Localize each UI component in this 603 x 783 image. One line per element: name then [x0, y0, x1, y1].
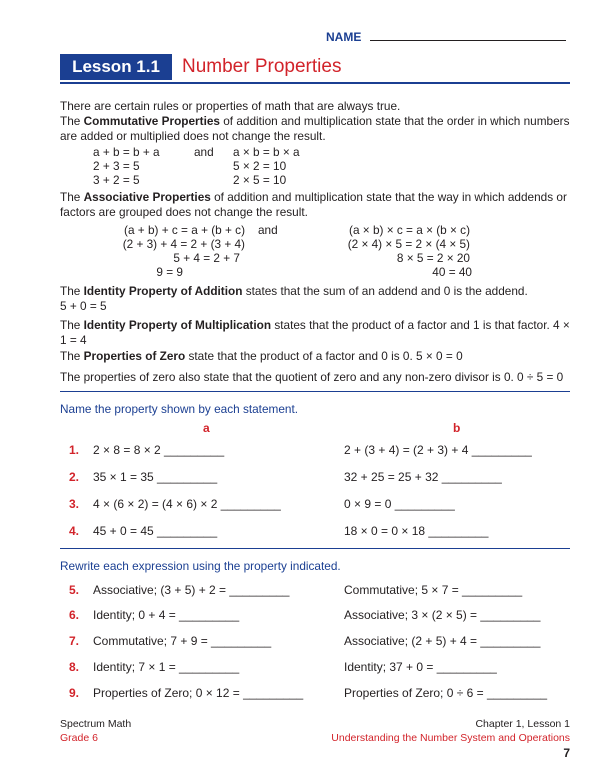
problem-b[interactable]: Associative; 3 × (2 × 5) = _________ [344, 608, 541, 622]
problem-number: 6. [69, 608, 80, 622]
problem-a[interactable]: Identity; 0 + 4 = _________ [93, 608, 240, 622]
comm-example: 5 × 2 = 10 [233, 159, 287, 173]
footer-topic: Understanding the Number System and Operations [331, 732, 570, 744]
footer-grade: Grade 6 [60, 732, 98, 744]
assoc-example: (a + b) + c = a + (b + c) [124, 223, 245, 237]
zero-definition: The Properties of Zero state that the product of a factor and 0 is 0. 5 × 0 = 0 [60, 349, 463, 363]
and-label: and [194, 145, 214, 159]
page-title: Number Properties [182, 56, 342, 77]
section2-instruction: Rewrite each expression using the property indicated. [60, 559, 341, 573]
identity-multiplication-definition: The Identity Property of Multiplication states that the product of a factor and 1 is that factor. 4 × 1 = 4 [60, 318, 570, 347]
problem-b[interactable]: 2 + (3 + 4) = (2 + 3) + 4 _________ [344, 443, 532, 457]
identity-addition-definition: The Identity Property of Addition states that the sum of an addend and 0 is the addend. [60, 284, 528, 298]
associative-definition: The Associative Properties of addition and multiplication state that the way in which addends or factors are grouped does not change the result. [60, 190, 567, 219]
problem-a[interactable]: 45 + 0 = 45 _________ [93, 524, 218, 538]
problem-number: 3. [69, 497, 80, 511]
column-b-header: b [453, 421, 461, 435]
problem-a[interactable]: Identity; 7 × 1 = _________ [93, 660, 240, 674]
comm-example: a × b = b × a [233, 145, 300, 159]
problem-number: 4. [69, 524, 80, 538]
problem-a[interactable]: 4 × (6 × 2) = (4 × 6) × 2 _________ [93, 497, 281, 511]
assoc-example: 9 = 9 [156, 265, 183, 279]
problem-number: 2. [69, 470, 80, 484]
assoc-example: (2 × 4) × 5 = 2 × (4 × 5) [347, 237, 470, 251]
assoc-example: (2 + 3) + 4 = 2 + (3 + 4) [122, 237, 245, 251]
comm-example: 3 + 2 = 5 [93, 173, 140, 187]
comm-example: 2 × 5 = 10 [233, 173, 287, 187]
name-line[interactable] [370, 40, 566, 41]
column-a-header: a [203, 421, 210, 435]
section1-instruction: Name the property shown by each statement. [60, 402, 299, 416]
problem-number: 1. [69, 443, 80, 457]
comm-example: a + b = b + a [93, 145, 160, 159]
problem-a[interactable]: Associative; (3 + 5) + 2 = _________ [93, 583, 290, 597]
problem-a[interactable]: Commutative; 7 + 9 = _________ [93, 634, 272, 648]
problem-a[interactable]: 35 × 1 = 35 _________ [93, 470, 218, 484]
problem-b[interactable]: 18 × 0 = 0 × 18 _________ [344, 524, 489, 538]
footer-chapter: Chapter 1, Lesson 1 [475, 718, 570, 730]
title-rule [60, 82, 570, 84]
assoc-example: 5 + 4 = 2 + 7 [173, 251, 240, 265]
problem-a[interactable]: 2 × 8 = 8 × 2 _________ [93, 443, 225, 457]
assoc-example: 8 × 5 = 2 × 20 [396, 251, 470, 265]
problem-b[interactable]: 32 + 25 = 25 + 32 _________ [344, 470, 502, 484]
problem-b[interactable]: 0 × 9 = 0 _________ [344, 497, 455, 511]
problem-number: 8. [69, 660, 80, 674]
footer-book: Spectrum Math [60, 718, 132, 730]
comm-example: 2 + 3 = 5 [93, 159, 140, 173]
commutative-definition: The Commutative Properties of addition and multiplication state that the order in which numbers are added or multiplied does not change the result. [60, 114, 570, 143]
lesson-badge: Lesson 1.1 [60, 54, 172, 80]
problem-number: 9. [69, 686, 80, 700]
assoc-example: (a × b) × c = a × (b × c) [349, 223, 470, 237]
problem-a[interactable]: Properties of Zero; 0 × 12 = _________ [93, 686, 304, 700]
and-label: and [258, 223, 278, 237]
intro-line: There are certain rules or properties of math that are always true. [60, 99, 401, 113]
problem-b[interactable]: Associative; (2 + 5) + 4 = _________ [344, 634, 541, 648]
problem-number: 7. [69, 634, 80, 648]
section-divider [60, 391, 570, 392]
problem-b[interactable]: Properties of Zero; 0 ÷ 6 = _________ [344, 686, 548, 700]
zero-quotient-text: The properties of zero also state that the quotient of zero and any non-zero divisor is 0. 0 ÷ 5 = 0 [60, 370, 564, 384]
assoc-example: 40 = 40 [432, 265, 472, 279]
section-divider [60, 548, 570, 549]
page-number: 7 [563, 746, 570, 760]
problem-b[interactable]: Identity; 37 + 0 = _________ [344, 660, 497, 674]
name-label: NAME [326, 30, 362, 44]
problem-number: 5. [69, 583, 80, 597]
problem-b[interactable]: Commutative; 5 × 7 = _________ [344, 583, 523, 597]
identity-addition-example: 5 + 0 = 5 [60, 299, 107, 313]
